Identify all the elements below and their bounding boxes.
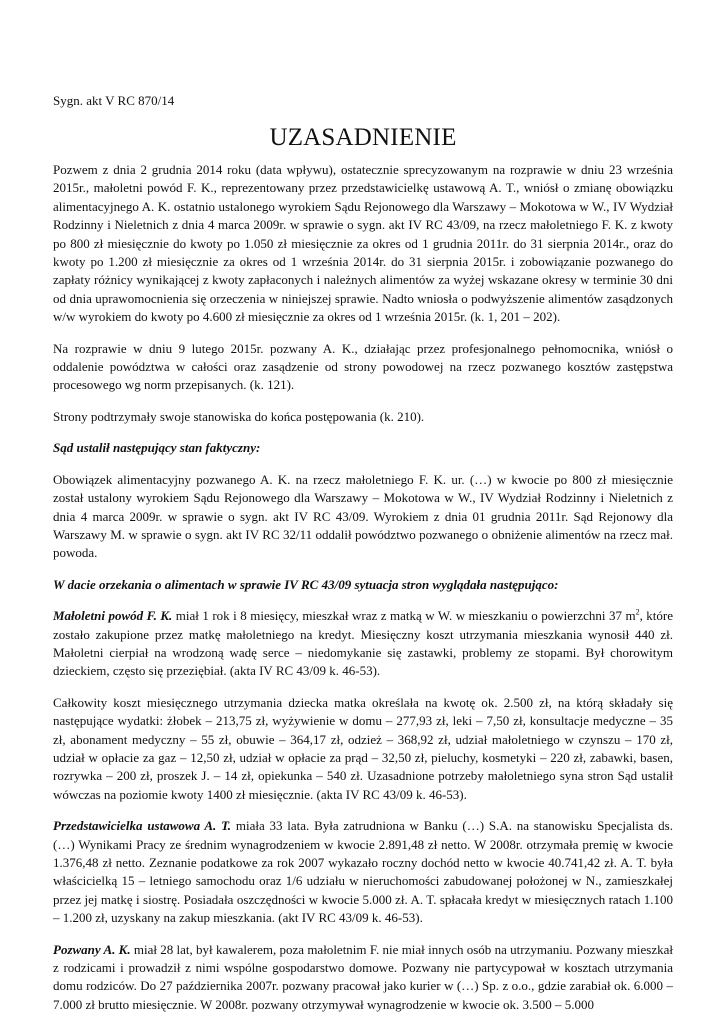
section-heading-situation: W dacie orzekania o alimentach w sprawie IV RC 43/09 sytuacja stron wyglądała następująco:: [53, 576, 559, 592]
lead-minor-plaintiff: Małoletni powód F. K.: [53, 608, 173, 624]
lead-representative: Przedstawicielka ustawowa A. T.: [53, 818, 232, 834]
paragraph-representative: [53, 817, 673, 927]
document-title: UZASADNIENIE: [269, 124, 457, 151]
minor-plaintiff-text-b: , które zostało zakupione przez matkę małoletniego na kredyt. Miesięczny koszt utrzymania mieszkania wynosił 440 zł. Małoletni cierpiał na wrodzoną wadę serce – niedomykanie się zastawki, problemy ze stopami. Był chorowitym dzieckiem, często się przeziębiał. (akta IV RC 43/09 k. 46-53).: [53, 608, 674, 679]
minor-plaintiff-text-a: miał 1 rok i 8 miesięcy, mieszkał wraz z matką w W. w mieszkaniu o powierzchni 37 m: [172, 608, 636, 624]
paragraph-costs: Całkowity koszt miesięcznego utrzymania dziecka matka określała na kwotę ok. 2.500 zł, na którą składały się następujące wydatki: żłobek – 213,75 zł, wyżywienie w domu – 277,93 zł, leki – 7,50 zł, konsultacje medyczne – 35 zł, abonament medyczny – 55 zł, obuwie – 364,17 zł, odzież – 368,92 zł, udział małoletniego w czynszu – 170 zł, udział w opłacie za gaz – 12,50 zł, udział w opłacie za prąd – 32,50 zł, pieluchy, kosmetyki – 220 zł, zabawki, basen, rozrywka – 200 zł, proszek J. – 14 zł, opiekunka – 540 zł. Uzasadnione potrzeby małoletniego syna stron Sąd ustalił wówczas na poziomie kwoty 1400 zł miesięcznie. (akta IV RC 43/09 k. 46-53).: [53, 694, 673, 802]
representative-text: miała 33 lata. Była zatrudniona w Banku (…) S.A. na stanowisku Specjalista ds. (…) Wynikami Pracy ze średnim wynagrodzeniem w kwocie 2.891,48 zł netto. W 2008r. otrzymała premię w kwocie 1.376,48 zł netto. Zeznanie podatkowe za rok 2007 wykazało roczny dochód netto w kwocie 40.741,42 zł. A. T. była właścicielką 15 – letniego samochodu oraz 1/6 udziału w nieruchomości zabudowanej położonej w N., zamieszkałej przez jej matkę i siostrę. Posiadała oszczędności w kwocie 5.000 zł. A. T. spłacała kredyt w miesięcznych ratach 1.100 – 1.200 zł, uzyskany na zakup mieszkania. (akt IV RC 43/09 k. 46-53).: [53, 818, 673, 926]
paragraph-positions: Strony podtrzymały swoje stanowiska do końca postępowania (k. 210).: [53, 408, 425, 424]
paragraph-claim: Pozwem z dnia 2 grudnia 2014 roku (data wpływu), ostatecznie sprecyzowanym na rozprawie w dniu 23 września 2015r., małoletni powód F. K., reprezentowany przez przedstawicielkę ustawową A. T., wniósł o zmianę obowiązku alimentacyjnego A. K. ostatnio ustalonego wyrokiem Sądu Rejonowego dla Warszawy – Mokotowa w W., IV Wydział Rodzinny i Nieletnich z dnia 4 marca 2009r. w sprawie o sygn. akt IV RC 43/09, na rzecz małoletniego F. K. z kwoty po 800 zł miesięcznie do kwoty po 1.050 zł miesięcznie za okres od 1 grudnia 2011r. do 31 sierpnia 2014r., oraz do kwoty po 1.200 zł miesięcznie za okres od 1 września 2014r. do 31 sierpnia 2015r. i zobowiązanie pozwanego do zapłaty różnicy wynikającej z kwoty zapłaconych i należnych alimentów za wyżej wskazane okresy w terminie 30 dni od dnia uprawomocnienia się orzeczenia w niniejszej sprawie. Nadto wniosła o podwyższenie alimentów zasądzonych w/w wyrokiem do kwoty po 4.600 zł miesięcznie za okres od 1 września 2015r. (k. 1, 201 – 202).: [53, 162, 673, 325]
paragraph-defendant: [53, 941, 673, 1015]
section-heading-facts: Sąd ustalił następujący stan faktyczny:: [53, 440, 261, 456]
paragraph-obligation: Obowiązek alimentacyjny pozwanego A. K. na rzecz małoletniego F. K. ur. (…) w kwocie po 800 zł miesięcznie został ustalony wyrokiem Sądu Rejonowego dla Warszawy – Mokotowa w W., IV Wydział Rodzinny i Nieletnich z dnia 4 marca 2009r. w sprawie o sygn. akt IV RC 43/09. Wyrokiem z dnia 01 grudnia 2011r. Sąd Rejonowy dla Warszawy M. w sprawie o sygn. akt IV RC 32/11 oddalił powództwo pozwanego o obniżenie alimentów na rzecz mał. powoda.: [53, 471, 673, 561]
superscript-two: 2: [635, 607, 640, 617]
case-number: Sygn. akt V RC 870/14: [53, 93, 175, 108]
paragraph-minor-plaintiff: [53, 607, 673, 681]
lead-defendant: Pozwany A. K.: [53, 941, 131, 957]
paragraph-defense: Na rozprawie w dniu 9 lutego 2015r. pozwany A. K., działając przez profesjonalnego pełnomocnika, wniósł o oddalenie powództwa w całości oraz zasądzenie od strony powodowej na rzecz pozwanego kosztów zastępstwa procesowego wg norm przepisanych. (k. 121).: [53, 340, 673, 393]
defendant-text: miał 28 lat, był kawalerem, poza małoletnim F. nie miał innych osób na utrzymaniu. Pozwany mieszkał z rodzicami i prowadził z nimi wspólne gospodarstwo domowe. Pozwany nie partycypował w kosztach utrzymania domu rodziców. Do 27 października 2007r. pozwany pracował jako kurier w (…) Sp. z o.o., gdzie zarabiał ok. 6.000 – 7.000 zł brutto miesięcznie. W 2008r. pozwany otrzymywał wynagrodzenie w kwocie ok. 3.500 – 5.000: [53, 941, 674, 1012]
